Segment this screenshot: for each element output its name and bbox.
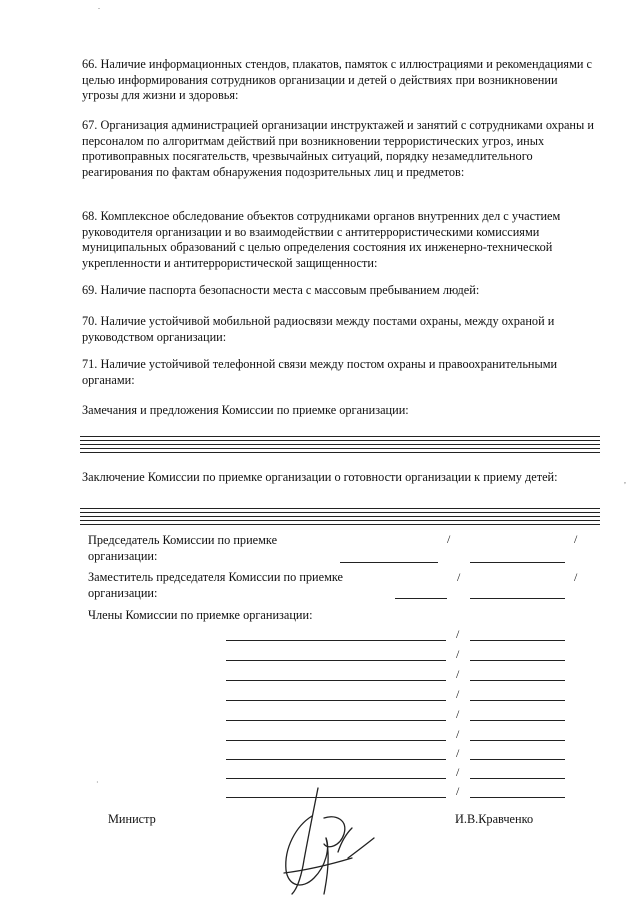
chairman-slash-1: / xyxy=(447,532,451,546)
conclusion-label: Заключение Комиссии по приемке организации о готовности организации к приему детей: xyxy=(82,470,558,484)
minister-name: И.В.Кравченко xyxy=(455,812,534,826)
chairman-name-line xyxy=(470,562,565,563)
chairman-slash-2: / xyxy=(574,532,578,546)
item-68: 68. Комплексное обследование объектов сотрудниками органов внутренних дел с участием руководителя организации и во взаимодействии с антитеррористическими комиссиями муниципальных образований с целью определения состояния их инженерно-технической укрепленности и антитеррористической защищенности: xyxy=(82,209,561,270)
item-70: 70. Наличие устойчивой мобильной радиосвязи между постами охраны, между охраной и руководством организации: xyxy=(82,314,555,344)
remarks-label: Замечания и предложения Комиссии по приемке организации: xyxy=(82,403,409,417)
document-page: . 66. Наличие информационных стендов, плакатов, памяток с иллюстрациями и рекомендациями с целью информирования сотрудников организации и детей о действиях при возникновении угрозы для жизни и здоровья: 67. Организация администрацией организации инструктажей и занятий с сотрудниками охраны и персоналом по алгоритмам действий при возникновении террористических угроз, иных противоправных посягательств, чрезвычайных ситуаций, порядку незамедлительного реагирования по фактам обнаружения подозрительных лиц и предметов: 68. Комплексное обследование объектов сотрудниками органов внутренних дел с участием руководителя организации и во взаимодействии с антитеррористическими комиссиями муниципальных образований с целью определения состояния их инженерно-технической укрепленности и антитеррористической защищенности: 69. Наличие паспорта безопасности места с массовым пребыванием людей: 70. Наличие устойчивой мобильной радиосвязи между постами охраны, между охраной и руководством организации: 71. Наличие устойчивой телефонной связи между постом охраны и правоохранительными органами: Замечания и предложения Комиссии по приемке организации: Заключение Комиссии по приемке организации о готовности организации к приему детей: , Председатель Комиссии по приемке организации: / / Заместитель председателя Комиссии по приемке организации: / / Члены Комиссии по приемке организации: / / / / / / / / / · Министр И.В.Кравченко xyxy=(0,0,640,905)
deputy-slash-2: / xyxy=(574,570,578,584)
signature-image xyxy=(278,778,388,900)
item-66: 66. Наличие информационных стендов, плакатов, памяток с иллюстрациями и рекомендациями с целью информирования сотрудников организации и детей о действиях при возникновении угрозы для жизни и здоровья: xyxy=(82,57,592,102)
edge-mark: , xyxy=(624,476,626,485)
deputy-name-line xyxy=(470,598,565,599)
item-69: 69. Наличие паспорта безопасности места с массовым пребыванием людей: xyxy=(82,283,480,297)
margin-mark: · xyxy=(96,778,99,787)
item-67: 67. Организация администрацией организации инструктажей и занятий с сотрудниками охраны и персоналом по алгоритмам действий при возникновении террористических угроз, иных противоправных посягательств, чрезвычайных ситуаций, порядку незамедлительного реагирования по фактам обнаружения подозрительных лиц и предметов: xyxy=(82,118,594,179)
minister-label: Министр xyxy=(108,812,156,826)
chairman-label: Председатель Комиссии по приемке организации: xyxy=(88,533,278,563)
members-label: Члены Комиссии по приемке организации: xyxy=(88,608,313,622)
item-71: 71. Наличие устойчивой телефонной связи между постом охраны и правоохранительными органами: xyxy=(82,357,558,387)
deputy-slash-1: / xyxy=(457,570,461,584)
corner-mark: . xyxy=(98,2,100,11)
deputy-label: Заместитель председателя Комиссии по приемке организации: xyxy=(88,570,344,600)
deputy-signature-line xyxy=(395,598,447,599)
chairman-signature-line xyxy=(340,562,438,563)
